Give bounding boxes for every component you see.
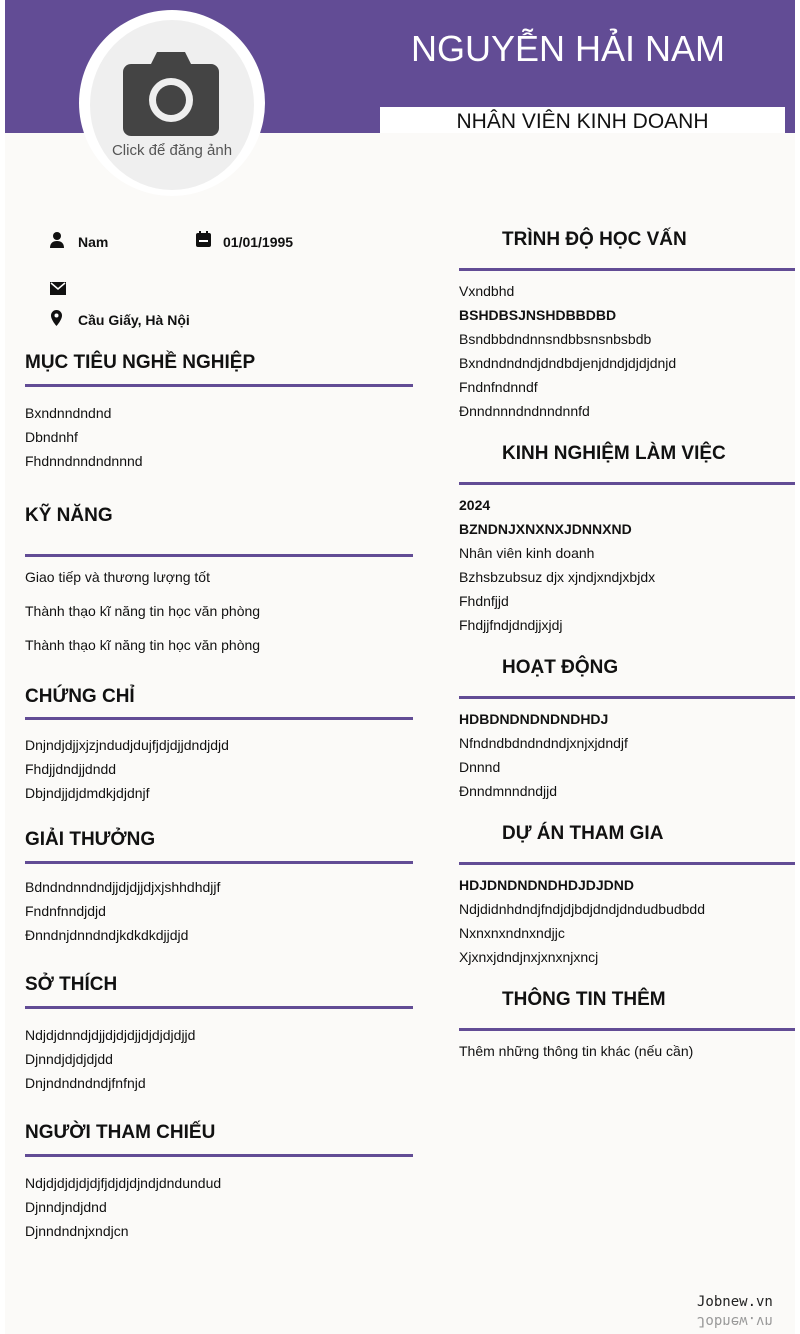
candidate-name[interactable]: NGUYỄN HẢI NAM (410, 28, 726, 69)
section-divider (459, 268, 795, 271)
section-item[interactable]: Vxndbhd (459, 283, 515, 299)
section-title: GIẢI THƯỞNG (25, 829, 156, 850)
person-icon (50, 232, 64, 248)
section-item[interactable]: Nfndndbdndndndjxnjxjdndjf (459, 735, 628, 751)
section-title: SỞ THÍCH (25, 974, 118, 995)
section-item[interactable]: Djnndjdjdjdjdd (25, 1051, 113, 1067)
watermark: Jobnew.vn (697, 1294, 773, 1310)
gender[interactable]: Nam (78, 234, 109, 250)
section-item[interactable]: Fhdnndnndndnnnd (25, 453, 143, 469)
section-item[interactable]: Djnndjndjdnd (25, 1199, 107, 1215)
section-divider (459, 696, 795, 699)
section-item[interactable]: Dnnnd (459, 759, 501, 775)
section-item[interactable]: Nhân viên kinh doanh (459, 545, 595, 561)
camera-icon[interactable] (123, 52, 219, 136)
watermark-reflection: Jobnew.vn (697, 1313, 773, 1329)
section-title: DỰ ÁN THAM GIA (502, 823, 664, 844)
location-pin-icon (51, 310, 62, 326)
section-item[interactable]: Bzhsbzubsuz djx xjndjxndjxbjdx (459, 569, 656, 585)
section-item[interactable]: Nxnxnxndnxndjjc (459, 925, 565, 941)
address[interactable]: Cầu Giấy, Hà Nội (78, 312, 190, 328)
job-title[interactable]: NHÂN VIÊN KINH DOANH (380, 107, 785, 133)
section-divider (25, 1006, 413, 1009)
section-item[interactable]: Dnjndjdjjxjzjndudjdujfjdjdjjdndjdjd (25, 737, 229, 753)
birthday[interactable]: 01/01/1995 (223, 234, 294, 250)
section-item[interactable]: Fhdjjfndjdndjjxjdj (459, 617, 563, 633)
section-title: KINH NGHIỆM LÀM VIỆC (502, 443, 726, 464)
calendar-icon (196, 231, 211, 247)
section-item[interactable]: Thêm những thông tin khác (nếu cần) (459, 1043, 694, 1059)
section-item[interactable]: Đnndnjdnndndjkdkdkdjjdjd (25, 927, 189, 943)
section-item[interactable]: BSHDBSJNSHDBBDBD (459, 307, 617, 323)
section-item[interactable]: Ndjdjdjdjdjdjfjdjdjdjndjdndundud (25, 1175, 222, 1191)
section-divider (25, 717, 413, 720)
section-item[interactable]: HDJDNDNDNDHDJDJDND (459, 877, 635, 893)
section-item[interactable]: Ndjdidnhdndjfndjdjbdjdndjdndudbudbdd (459, 901, 705, 917)
section-title: HOẠT ĐỘNG (502, 657, 619, 678)
section-title: CHỨNG CHỈ (25, 686, 135, 707)
section-divider (25, 384, 413, 387)
section-item[interactable]: Dnjndndndndjfnfnjd (25, 1075, 146, 1091)
section-item[interactable]: Dbjndjjdjdmdkjdjdnjf (25, 785, 150, 801)
section-item[interactable]: Fhdnfjjd (459, 593, 509, 609)
section-item[interactable]: Bsndbbdndnnsndbbsnsnbsbdb (459, 331, 652, 347)
section-item[interactable]: Xjxnxjdndjnxjxnxnjxncj (459, 949, 599, 965)
section-item[interactable]: Bxndnndndnd (25, 405, 112, 421)
section-item[interactable]: Đnndmnndndjjd (459, 783, 558, 799)
section-item[interactable]: HDBDNDNDNDNDHDJ (459, 711, 609, 727)
section-title: KỸ NĂNG (25, 505, 113, 526)
section-title: TRÌNH ĐỘ HỌC VẤN (502, 229, 687, 250)
section-item[interactable]: Dbndnhf (25, 429, 78, 445)
email[interactable] (78, 281, 228, 299)
section-item[interactable]: Đnndnnndndnndnnfd (459, 403, 590, 419)
section-item[interactable]: 2024 (459, 497, 491, 513)
section-divider (25, 554, 413, 557)
section-item[interactable]: Fhdjjdndjjdndd (25, 761, 117, 777)
section-item[interactable]: BZNDNJXNXNXJDNNXND (459, 521, 632, 537)
section-divider (25, 861, 413, 864)
section-item[interactable]: Thành thạo kĩ năng tin học văn phòng (25, 603, 261, 619)
section-item[interactable]: Bxndndndndjdndbdjenjdndjdjdjdnjd (459, 355, 677, 371)
section-title: NGƯỜI THAM CHIẾU (25, 1122, 216, 1143)
section-title: THÔNG TIN THÊM (502, 989, 666, 1010)
section-divider (459, 1028, 795, 1031)
section-divider (459, 482, 795, 485)
section-item[interactable]: Fndnfndnndf (459, 379, 538, 395)
section-title: MỤC TIÊU NGHỀ NGHIỆP (25, 352, 256, 373)
section-item[interactable]: Giao tiếp và thương lượng tốt (25, 569, 210, 585)
avatar-hint[interactable]: Click để đăng ảnh (111, 142, 233, 159)
email-icon (50, 282, 66, 295)
section-item[interactable]: Djnndndnjxndjcn (25, 1223, 129, 1239)
section-item[interactable]: Fndnfnndjdjd (25, 903, 106, 919)
section-item[interactable]: Thành thạo kĩ năng tin học văn phòng (25, 637, 261, 653)
section-divider (25, 1154, 413, 1157)
section-item[interactable]: Bdndndnndndjjdjdjjdjxjshhdhdjjf (25, 879, 221, 895)
section-divider (459, 862, 795, 865)
section-item[interactable]: Ndjdjdnndjdjjdjdjdjjdjdjdjdjjd (25, 1027, 196, 1043)
